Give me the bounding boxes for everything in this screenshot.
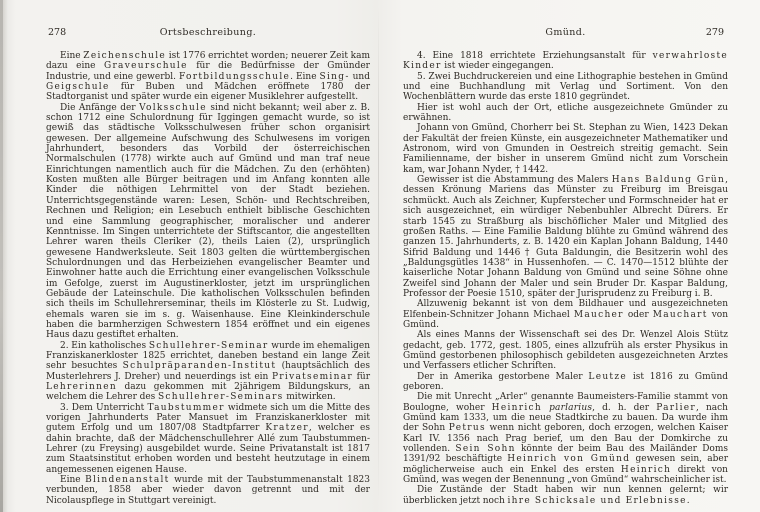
text-segment: ist 1816 zu Gmünd geboren. [403, 371, 729, 392]
text-segment: Die Zustände der Stadt haben wir nun kennen gelernt; wir überblicken jetzt noch [403, 485, 728, 506]
text-segment: mitwirken. [283, 392, 336, 403]
paragraph [403, 72, 728, 103]
text-segment: 3. Dem Unterricht [60, 402, 148, 413]
text-segment: . Eine [290, 71, 320, 82]
emphasized-text: ihre Schicksale und Erlebnisse [507, 495, 687, 506]
text-segment: gewesen sein, aber möglicherweise auch ein Enkel des ersten [403, 454, 729, 475]
text-block [46, 51, 370, 506]
page-header [403, 27, 728, 39]
emphasized-text: Graveurschule [103, 61, 188, 72]
emphasized-text: Geigschule [46, 82, 110, 93]
emphasized-text: Schullehrer-Seminars [157, 392, 284, 403]
text-segment: , nach Gmünd kam 1333, um die neue Stadtkirche zu bauen. Da wurde ihm der Sohn [403, 402, 728, 434]
emphasized-text: Heinrich [620, 464, 672, 475]
running-head-left: Ortsbeschreibung. [159, 27, 257, 38]
page-gutter [378, 6, 379, 502]
emphasized-text: Sing- [319, 71, 350, 82]
page-header [46, 27, 370, 39]
paragraph [403, 485, 728, 506]
paragraph [403, 103, 728, 124]
page-right [403, 0, 728, 506]
running-head-right: Gmünd. [545, 27, 586, 38]
text-segment: Gewisser ist die Abstammung des Malers [417, 175, 612, 186]
page-left [46, 0, 370, 506]
text-segment: könnte der beim Bau des Mailänder Doms 1391/92 beschäftigte [403, 444, 728, 465]
text-segment: Die mit Unrecht „Arler“ genannte Baumeisters-Familie stammt von Boulogne, woher [403, 392, 728, 413]
text-segment: für [352, 371, 371, 382]
paragraph [403, 392, 728, 485]
emphasized-text: Leutze [588, 371, 628, 382]
text-segment: Der in Amerika gestorbene Maler [417, 371, 589, 382]
text-segment: für die Bedürfnisse der Gmünder Industrie, und eine gewerbl. [46, 61, 370, 82]
text-segment: wurde mit der Taubstummenanstalt 1823 verbunden, 1858 aber wieder davon getrennt und mit der Nicolauspflege in Stuttgart vereinigt. [46, 475, 370, 506]
emphasized-text: Lehrerinnen [46, 382, 117, 392]
text-segment: , welcher es dahin brachte, daß der Mädchenschullehrer Allé zum Taubstummen-Lehrer (zu Freysing) ausgebildet wurde. Seine Privatanstalt ist 1817 zum Staatsinstitut erhoben worden und besteht heutzutage in einem angemessenen eigenen Hause. [46, 423, 370, 475]
paragraph [403, 372, 728, 393]
emphasized-text: Privatseminar [271, 371, 353, 382]
text-segment: 2. Ein katholisches [60, 340, 149, 351]
paragraph [403, 123, 728, 175]
emphasized-text: Heinrich [491, 402, 542, 413]
paragraph [46, 403, 370, 475]
emphasized-text: Mauchart [652, 309, 708, 320]
emphasized-text: Sein Sohn [455, 444, 516, 455]
text-segment: 5. Zwei Buchdruckereien und eine Lithographie bestehen in Gmünd und eine Buchhandlung mit Verlag und Sortiment. Von den Wochenblättern wurde das erste 1810 gegründet. [403, 71, 728, 103]
text-segment: , d. h. der [592, 402, 657, 413]
paragraph [46, 341, 370, 403]
text-block [403, 51, 728, 506]
text-segment: sind nicht bekannt; weil aber z. B. schon 1712 eine Schulordnung für Iggingen gemacht wurde, so ist gewiß das städtische Volksschulwesen früher schon organisirt gewesen. Der allgemeine Aufschwung des Schulwesens im vorigen Jahrhundert, besonders das Vorbild der österreichischen Normalschulen (1778) wirkte auch auf Gmünd und man traf neue Einrichtungen namentlich auch für die Mädchen. Zu den (erhöhten) Kosten mußten alle Bürger beitragen und im Anfang konnten alle Kinder die nöthigen Lehrmittel von der Stadt beziehen. Unterrichtsgegenstände waren: Lesen, Schön- und Rechtschreiben, Rechnen und Religion; ein Lesebuch enthielt biblische Geschichten und eine Sammlung geographischer, moralischer und anderer Kenntnisse. Im Singen unterrichtete der Stiftscantor, die angestellten Lehrer waren theils Cleriker (2), theils Laien (2), ursprünglich gewesene Handwerksleute. Seit 1803 gelten die württembergischen Schulordnungen und das Herbeiziehen evangelischer Beamter und Einwohner hatte auch die Errichtung einer evangelischen Volksschule im Gefolge, zuerst im Augustinerkloster, jetzt im ursprünglichen Gebäude der Lateinschule. Die katholischen Volksschulen befinden sich theils im Schullehrerseminar, theils im Klösterle zu St. Ludwig, ehemals waren sie im s. g. Waisenhause. Eine Kleinkinderschule haben die barmherzigen Schwestern 1854 eröffnet und ein eigenes Haus dazu gestiftet erhalten. [46, 102, 371, 341]
page-number-left: 278 [48, 27, 67, 38]
text-segment: Hier ist wohl auch der Ort, etliche ausgezeichnete Gmünder zu erwähnen. [403, 102, 728, 124]
text-segment: widmete sich um die Mitte des vorigen Jahrhunderts Pater Mansuet im Franziskanerkloster mit gutem Erfolg und um 1807/08 Stadtpfarrer [46, 402, 370, 434]
paragraph [403, 51, 728, 72]
text-segment: ist 1776 errichtet worden; neuerer Zeit kam dazu eine [46, 51, 371, 72]
text-segment: ist wieder eingegangen. [441, 61, 554, 72]
paragraph [46, 475, 370, 506]
text-segment: Eine [60, 51, 84, 61]
text-segment: Eine [60, 475, 86, 486]
emphasized-text: Heinrich von Gmünd [507, 454, 631, 465]
paragraph [403, 330, 728, 371]
text-segment: wenn nicht geboren, doch erzogen, welchen Kaiser Karl IV. 1356 nach Prag berief, um den Bau der Domkirche zu vollenden. [403, 423, 729, 455]
text-segment: , dessen Krönung Mariens das Münster zu Freiburg im Breisgau schmückt. Auch als Zeichner, Kupferstecher und Formschneider hat er sich ausgezeichnet, ein würdiger Nebenbuhler Albrecht Dürers. Er starb 1545 zu Straßburg als bischöflicher Maler und Mitglied des großen Raths. — Eine Familie Baldung blühte zu Gmünd während des ganzen 15. Jahrhunderts, z. B. 1420 ein Kaplan Johann Baldung, 1440 Sifrid Baldung und 1446 † Guta Baldungin, die Besitzerin wohl des „Baldungsgütles 1438“ in Hussenhofen. — C. 1470—1512 blühte der kaiserliche Notar Johann Baldung von Gmünd und seine Söhne ohne Zweifel sind Johann der Maler und sein Bruder Dr. Kaspar Baldung, Professor der Poesie 1510, später der Jurisprudenz zu Freiburg i. B. [403, 175, 728, 299]
text-segment: (hauptsächlich des Musterlehrers J. Dreher) und neuerdings ist ein [46, 361, 370, 382]
emphasized-text: Maucher [573, 309, 624, 320]
emphasized-text: Parlier [656, 402, 696, 413]
text-segment: . [686, 495, 690, 506]
text-segment: von Gmünd. [403, 309, 728, 330]
page-number-right: 279 [705, 27, 724, 38]
emphasized-text: Fortbildungsschule [178, 71, 291, 82]
text-segment: wurde im ehemaligen Franziskanerkloster 1825 errichtet, daneben bestand ein lange Zeit sehr besuchtes [46, 340, 370, 372]
paragraph [46, 51, 370, 103]
text-segment: Johann von Gmünd, Chorherr bei St. Stephan zu Wien, 1423 Dekan der Fakultät der freien Künste, ein ausgezeichneter Mathematiker und Astronom, wird von Gmunden in Oestreich streitig gemacht. Sein Familienname, der bisher in unserem Gmünd nicht zum Vorschein kam, war Johann Nyder, † 1442. [403, 123, 728, 175]
paragraph [403, 299, 728, 330]
emphasized-text: verwahrloste Kinder [403, 51, 728, 72]
emphasized-text: Hans Baldung Grün [611, 175, 726, 186]
emphasized-text: Kratzer [265, 423, 309, 434]
paragraph [403, 175, 728, 299]
emphasized-text: Volksschule [139, 102, 207, 113]
emphasized-text: Schulpräparanden-Institut [122, 361, 277, 372]
emphasized-text: Blindenanstalt [85, 475, 170, 486]
text-segment: und [349, 71, 370, 82]
paragraph [46, 103, 370, 341]
text-segment: Als eines Manns der Wissenschaft sei des Dr. Wenzel Alois Stütz gedacht, geb. 1772, gest. 1805, eines allzufrüh als erster Physikus in Gmünd gestorbenen philosophisch gebildeten ausgezeichneten Arztes und Verfassers etlicher Schriften. [403, 330, 728, 372]
text-segment: 4. Eine 1818 errichtete Erziehungsanstalt für [417, 51, 653, 61]
text-segment: oder [623, 309, 653, 320]
text-segment: für Buben und Mädchen eröffnete 1780 der Stadtorganist und später wurde ein eigener Musiklehrer aufgestellt. [46, 82, 370, 103]
text-segment: Die Anfänge der [60, 102, 140, 113]
text-segment: direkt von Gmünd, was wegen der Benennung „von Gmünd“ wahrscheinlicher ist. [403, 464, 728, 486]
text-segment [542, 403, 549, 413]
italic-text: parlarius [549, 402, 593, 413]
emphasized-text: Schullehrer-Seminar [148, 340, 269, 351]
emphasized-text: Taubstummer [147, 402, 225, 413]
emphasized-text: Petrus [448, 423, 486, 434]
text-segment: Allzuwenig bekannt ist von dem Bildhauer und ausgezeichneten Elfenbein-Schnitzer Johann Michael [403, 299, 728, 320]
scan-edge [0, 0, 3, 512]
emphasized-text: Zeichenschule [83, 51, 167, 61]
text-segment: dazu gekommen mit 2jährigem Bildungskurs, an welchem die Lehrer des [46, 382, 370, 403]
